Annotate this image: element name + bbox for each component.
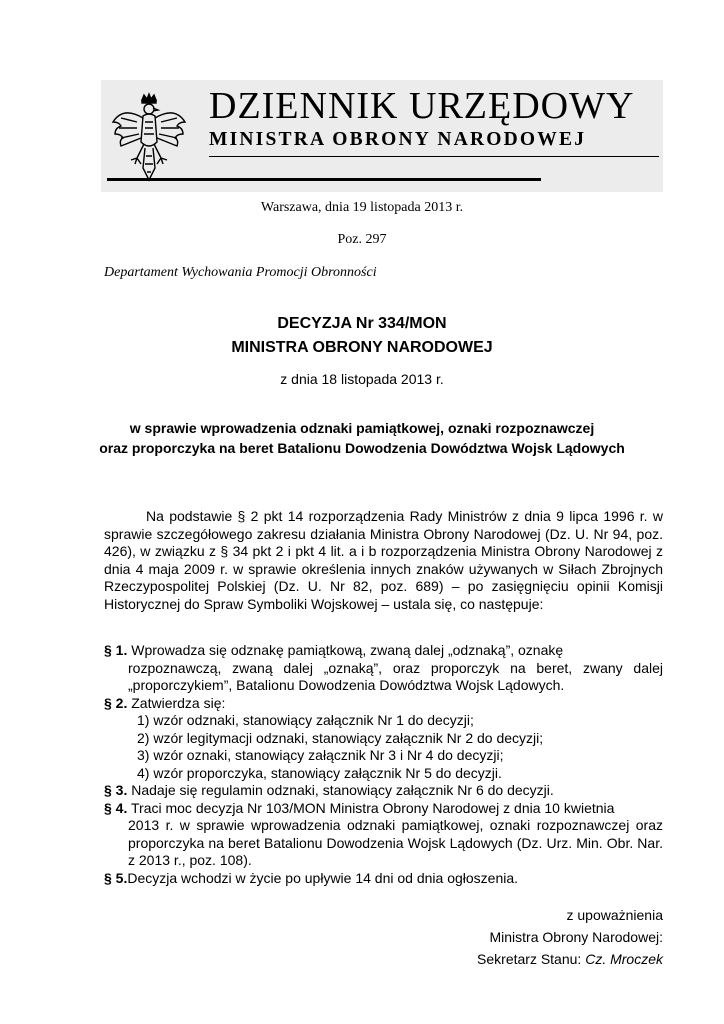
paragraphs	[104, 642, 663, 887]
signature-line3	[477, 948, 663, 970]
signatory-name: Cz. Mroczek	[585, 951, 663, 967]
paragraph-1-rest: rozpoznawczą, zwaną dalej „oznaką”, oraz proporczyk na beret, zwany dalej „proporczykiem”, Batalionu Dowodzenia Dowództwa Wojsk Lądowych.	[128, 659, 663, 693]
position-number: Poz. 297	[337, 232, 387, 247]
paragraph-number: § 4.	[104, 799, 128, 816]
paragraph-3-text: Nadaje się regulamin odznaki, stanowiący załącznik Nr 6 do decyzji.	[127, 782, 554, 798]
list-item: 3) wzór oznaki, stanowiący załącznik Nr 3 i Nr 4 do decyzji;	[137, 747, 504, 763]
paragraph-number: § 3.	[104, 782, 128, 798]
header-rule-thick	[107, 178, 541, 181]
paragraph-5	[104, 870, 663, 888]
subject-line2: oraz proporczyka na beret Batalionu Dowodzenia Dowództwa Wojsk Lądowych	[99, 440, 625, 456]
preamble-text: Na podstawie § 2 pkt 14 rozporządzenia Rady Ministrów z dnia 9 lipca 1996 r. w sprawie szczegółowego zakresu działania Ministra Obrony Narodowej (Dz. U. Nr 94, poz. 426), w związku z § 34 pkt 2 i pkt 4 lit. a i b rozporządzenia Ministra Obrony Narodowej z dnia 4 maja 2009 r. w sprawie określenia innych znaków używanych w Siłach Zbrojnych Rzeczypospolitej Polskiej (Dz. U. Nr 82, poz. 689) – po zasięgnięciu opinii Komisji Historycznej do Spraw Symboliki Wojskowej – ustala się, co następuje:	[104, 508, 663, 612]
paragraph-number: § 1.	[104, 642, 128, 658]
signature-line1: z upoważnienia	[566, 907, 663, 923]
paragraph-2	[104, 695, 663, 713]
list-item: 4) wzór proporczyka, stanowiący załącznik Nr 5 do decyzji.	[137, 764, 502, 781]
decision-subject	[0, 418, 724, 458]
subject-line1: w sprawie wprowadzenia odznaki pamiątkowej, oznaki rozpoznawczej	[129, 420, 595, 436]
list-item: 2) wzór legitymacji odznaki, stanowiący załącznik Nr 2 do decyzji;	[137, 729, 544, 746]
paragraph-4	[104, 800, 663, 818]
department-name: Departament Wychowania Promocji Obronności	[104, 265, 377, 280]
paragraph-number: § 2.	[104, 694, 128, 711]
journal-subtitle: MINISTRA OBRONY NARODOWEJ	[209, 129, 587, 150]
paragraph-2-text: Zatwierdza się:	[127, 694, 226, 711]
signature-line2: Ministra Obrony Narodowej:	[489, 929, 663, 945]
paragraph-1	[104, 642, 663, 660]
header-rule-thin	[209, 156, 659, 157]
decision-title-line2: MINISTRA OBRONY NARODOWEJ	[231, 339, 493, 356]
white-eagle-emblem-icon	[109, 92, 189, 184]
paragraph-number: § 5.	[104, 869, 128, 886]
decision-title-line1: DECYZJA Nr 334/MON	[277, 315, 447, 332]
decision-title	[0, 312, 724, 360]
paragraph-5-text: Decyzja wchodzi w życie po upływie 14 dni od dnia ogłoszenia.	[127, 869, 519, 886]
decision-date: z dnia 18 listopada 2013 r.	[280, 371, 444, 387]
paragraph-1-first: Wprowadza się odznakę pamiątkową, zwaną dalej „odznaką”, oznakę	[127, 642, 564, 658]
place-date: Warszawa, dnia 19 listopada 2013 r.	[260, 200, 464, 215]
paragraph-4-first: Traci moc decyzja Nr 103/MON Ministra Obrony Narodowej z dnia 10 kwietnia	[127, 799, 615, 816]
journal-title: DZIENNIK URZĘDOWY	[209, 85, 635, 127]
paragraph-3	[104, 782, 663, 800]
paragraph-4-rest: 2013 r. w sprawie wprowadzenia odznaki pamiątkowej, oznaki rozpoznawczej oraz proporczyka na beret Batalionu Dowodzenia Wojsk Lądowych (Dz. Urz. Min. Obr. Nar. z 2013 r., poz. 108).	[128, 817, 663, 868]
signature-role: Sekretarz Stanu:	[477, 951, 586, 967]
signature-block	[477, 904, 663, 970]
masthead	[101, 80, 663, 192]
list-item: 1) wzór odznaki, stanowiący załącznik Nr 1 do decyzji;	[137, 712, 474, 728]
preamble	[104, 508, 663, 613]
